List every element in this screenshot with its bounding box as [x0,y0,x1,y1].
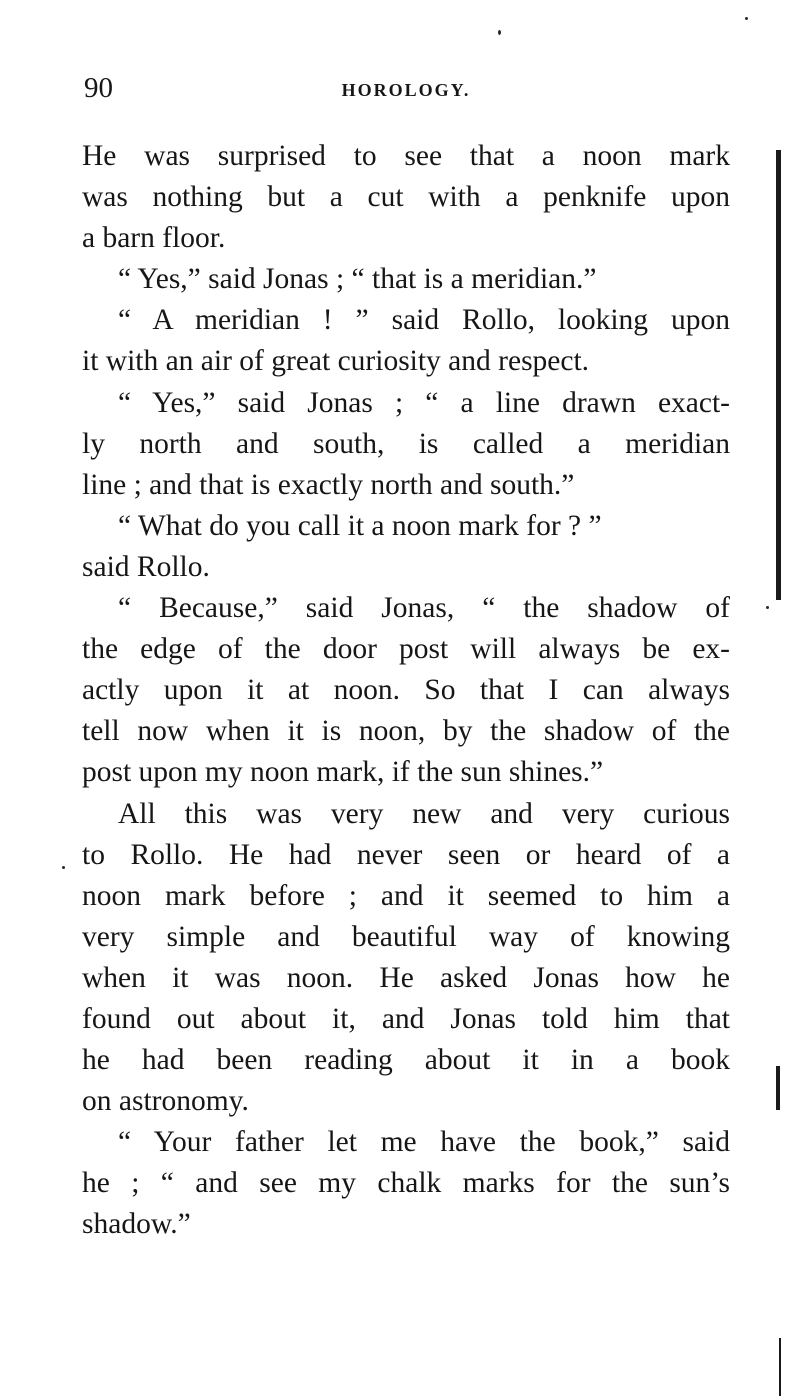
text-line: “ Because,” said Jonas, “ the shadow of [118,592,730,625]
text-line: He was surprised to see that a noon mark [82,140,730,172]
scan-edge-mark [779,1338,781,1396]
running-title: HOROLOGY. [341,80,471,100]
text-line: All this was very new and very curious [118,797,730,830]
text-line: he ; “ and see my chalk marks for the sun’s [82,1167,730,1200]
scan-edge-mark [776,150,781,600]
scan-speck [62,866,65,869]
text-line: “ A meridian ! ” said Rollo, looking upon [118,304,730,337]
text-line: “ Your father let me have the book,” said [118,1126,730,1159]
text-line: found out about it, and Jonas told him that [82,1002,730,1035]
text-line: tell now when it is noon, by the shadow of the [82,715,730,748]
text-line: shadow.” [82,1208,191,1241]
text-line: he had been reading about it in a book [82,1044,730,1077]
text-line: “ Yes,” said Jonas ; “ that is a meridian.” [118,263,597,296]
text-line: said Rollo. [82,550,210,583]
text-line: the edge of the door post will always be ex- [82,633,730,666]
scan-speck [745,17,748,20]
text-line: ly north and south, is called a meridian [82,427,730,460]
scan-edge-mark [776,1066,780,1110]
body-text [82,136,730,1246]
text-line: “ Yes,” said Jonas ; “ a line drawn exact- [118,386,730,419]
text-line: actly upon it at noon. So that I can always [82,674,730,707]
text-line: noon mark before ; and it seemed to him a [82,879,730,912]
scan-speck [766,606,769,609]
text-line: on astronomy. [82,1085,249,1118]
text-line: to Rollo. He had never seen or heard of a [82,838,730,871]
text-line: was nothing but a cut with a penknife upon [82,181,730,214]
text-line: very simple and beautiful way of knowing [82,920,730,953]
text-line: it with an air of great curiosity and respect. [82,345,590,378]
text-line: when it was noon. He asked Jonas how he [82,961,730,994]
text-line: line ; and that is exactly north and south.” [82,468,575,501]
running-head [82,70,730,110]
page-number: 90 [84,72,113,104]
text-line: post upon my noon mark, if the sun shines.” [82,756,604,789]
text-line: a barn floor. [82,222,226,255]
scan-speck [498,30,501,35]
text-line: “ What do you call it a noon mark for ? ” [118,509,602,542]
